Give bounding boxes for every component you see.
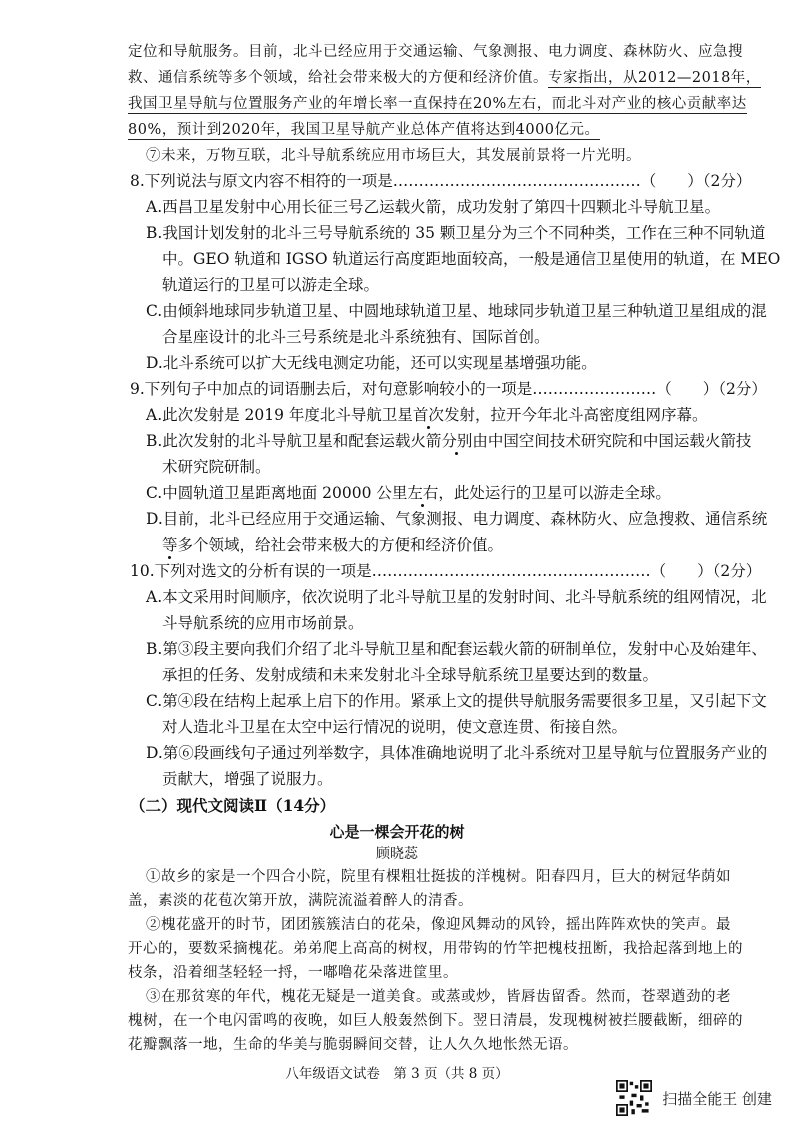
q10-option-a: A.本文采用时间顺序，依次说明了北斗导航卫星的发射时间、北斗导航系统的组网情况，北 bbox=[146, 588, 767, 606]
q9-option-b: B.此次发射的北斗导航卫星和配套运载火箭分别由中国空间技术研究院和中国运载火箭技 bbox=[146, 432, 752, 450]
q10-option-a-cont: 斗导航系统的应用市场前景。 bbox=[162, 614, 364, 632]
q8-option-d: D.北斗系统可以扩大无线电测定功能，还可以实现星基增强功能。 bbox=[146, 354, 597, 372]
article-paragraph: 开心的，要数采摘槐花。弟弟爬上高高的树杈，用带钩的竹竿把槐枝扭断，我拾起落到地上的 bbox=[128, 941, 743, 957]
article-paragraph: ②槐花盛开的时节，团团簇簇洁白的花朵，像迎风舞动的风铃，摇出阵阵欢快的笑声。最 bbox=[146, 917, 731, 933]
underlined-sentence: 专家指出，从2012—2018年， bbox=[548, 70, 761, 86]
question-9-stem: 9.下列句子中加点的词语删去后，对句意影响较小的一项是……………………（ ）（2分） bbox=[130, 380, 767, 398]
q8-option-b-cont: 轨道运行的卫星可以游走全球。 bbox=[162, 276, 380, 294]
q10-option-c-cont: 对人造北斗卫星在太空中运行情况的说明，使文意连贯、衔接自然。 bbox=[162, 718, 628, 736]
dotted-word: 左右 bbox=[407, 484, 439, 502]
article-author: 顾晓蕊 bbox=[376, 846, 418, 862]
section-heading: （二）现代文阅读Ⅱ（14分） bbox=[130, 796, 336, 815]
q10-option-b: B.第③段主要向我们介绍了北斗导航卫星和配套运载火箭的研制单位，发射中心及始建年、 bbox=[146, 640, 767, 658]
q10-option-c: C.第④段在结构上起承上启下的作用。紧承上文的提供导航服务需要很多卫星，又引起下文 bbox=[146, 692, 767, 710]
q10-option-d: D.第⑥段画线句子通过列举数字，具体准确地说明了北斗系统对卫星导航与位置服务产业的 bbox=[146, 744, 768, 762]
q8-option-c-cont: 合星座设计的北斗三号系统是北斗系统独有、国际首创。 bbox=[162, 328, 550, 346]
dotted-word: 首次 bbox=[412, 406, 444, 424]
article-paragraph: 枝条，沿着细茎轻轻一捋，一嘟噜花朵落进筐里。 bbox=[128, 965, 458, 981]
q8-option-c: C.由倾斜地球同步轨道卫星、中圆地球轨道卫星、地球同步轨道卫星三种轨道卫星组成的混 bbox=[146, 302, 767, 320]
article-paragraph: 花瓣飘落一地，生命的华美与脆弱瞬间交替，让人久久地怅然无语。 bbox=[128, 1037, 578, 1053]
passage-line bbox=[128, 120, 600, 140]
q9-option-c: C.中圆轨道卫星距离地面 20000 公里左右，此处运行的卫星可以游走全球。 bbox=[146, 484, 671, 502]
dotted-word: 分别 bbox=[441, 432, 473, 450]
passage-line bbox=[128, 94, 747, 114]
q9-option-a: A.此次发射是 2019 年度北斗导航卫星首次发射，拉开今年北斗高密度组网序幕。 bbox=[146, 406, 708, 424]
q9-option-d: D.目前，北斗已经应用于交通运输、气象测报、电力调度、森林防火、应急搜救、通信系统 bbox=[146, 510, 768, 528]
dotted-word: 等 bbox=[162, 536, 178, 554]
question-8-stem: 8.下列说法与原文内容不相符的一项是…………………………………………（ ）（2分） bbox=[130, 172, 752, 190]
article-title: 心是一棵会开花的树 bbox=[329, 823, 465, 841]
passage-line: 救、通信系统等多个领域，给社会带来极大的方便和经济价值。专家指出，从2012—2018年， bbox=[128, 70, 761, 86]
q8-option-a: A.西昌卫星发射中心用长征三号乙运载火箭，成功发射了第四十四颗北斗导航卫星。 bbox=[146, 198, 721, 216]
scanner-watermark bbox=[616, 1078, 772, 1118]
q10-option-d-cont: 贡献大，增强了说服力。 bbox=[162, 770, 333, 788]
q9-option-d-cont: 等多个领域，给社会带来极大的方便和经济价值。 bbox=[162, 536, 504, 554]
q9-option-b-cont: 术研究院研制。 bbox=[162, 458, 271, 476]
qr-code-icon bbox=[616, 1080, 652, 1116]
q8-option-b: B.我国计划发射的北斗三号导航系统的 35 颗卫星分为三个不同种类，工作在三种不同轨道 bbox=[146, 224, 766, 242]
underlined-sentence: 80%，预计到2020年，我国卫星导航产业总体产值将达到4000亿元。 bbox=[128, 122, 600, 138]
article-paragraph: ①故乡的家是一个四合小院，院里有棵粗壮挺拔的洋槐树。阳春四月，巨大的树冠华荫如 bbox=[146, 869, 731, 885]
passage-line: 定位和导航服务。目前，北斗已经应用于交通运输、气象测报、电力调度、森林防火、应急搜 bbox=[128, 44, 743, 60]
watermark-text: 扫描全能王 创建 bbox=[662, 1089, 772, 1108]
underlined-sentence: 我国卫星导航与位置服务产业的年增长率一直保持在20%左右，而北斗对产业的核心贡献率达 bbox=[128, 96, 747, 112]
passage-line: ⑦未来，万物互联，北斗导航系统应用市场巨大，其发展前景将一片光明。 bbox=[146, 148, 641, 164]
q8-option-b-cont: 中。GEO 轨道和 IGSO 轨道运行高度距地面较高，一般是通信卫星使用的轨道，在 MEO bbox=[162, 250, 781, 268]
article-paragraph: 盖，素淡的花苞次第开放，满院流溢着醉人的清香。 bbox=[128, 893, 473, 909]
article-paragraph: 槐树，在一个电闪雷鸣的夜晚，如巨人般轰然倒下。翌日清晨，发现槐树被拦腰截断，细碎的 bbox=[128, 1013, 743, 1029]
article-paragraph: ③在那贫寒的年代，槐花无疑是一道美食。或蒸或炒，皆唇齿留香。然而，苍翠遒劲的老 bbox=[146, 989, 731, 1005]
page-footer: 八年级语文试卷 第 3 页（共 8 页） bbox=[285, 1066, 509, 1082]
question-10-stem: 10.下列对选文的分析有误的一项是………………………………………………（ ）（2分） bbox=[130, 562, 762, 580]
q10-option-b-cont: 承担的任务、发射成绩和未来发射北斗全球导航系统卫星要达到的数量。 bbox=[162, 666, 659, 684]
